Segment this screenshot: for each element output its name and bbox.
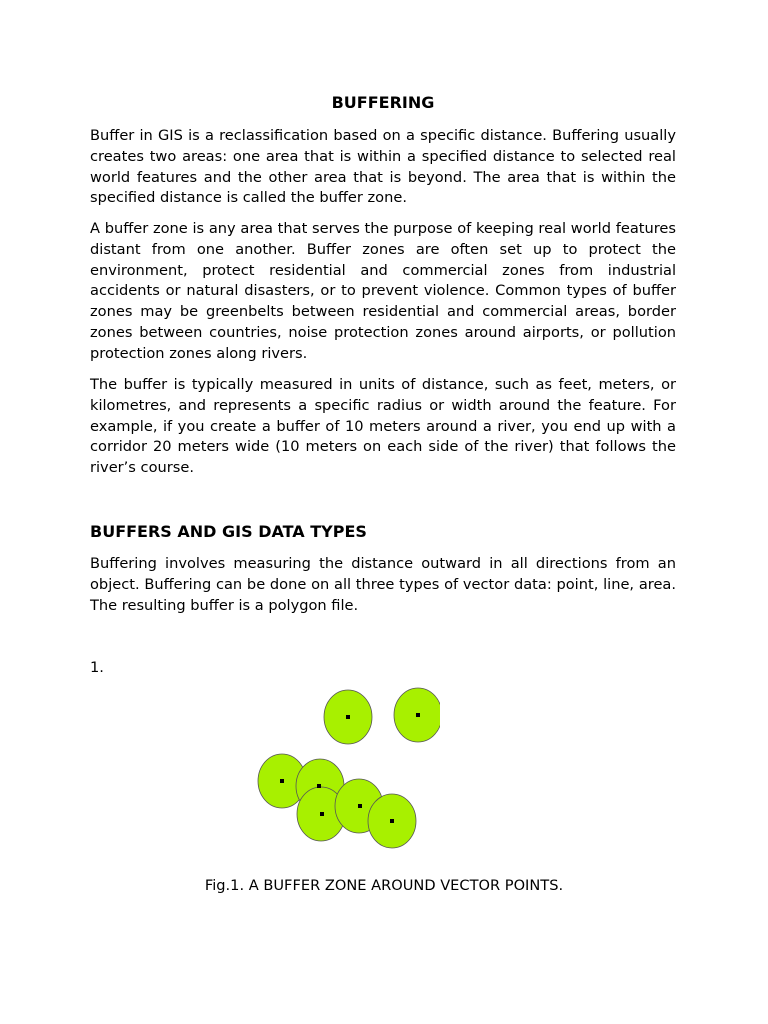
paragraph-data-types: Buffering involves measuring the distance outward in all directions from an object. Buffering can be done on all three types of vector data: point, line, area. The resulting buffer is a polygon file. [90,555,676,614]
document-title: BUFFERING [331,93,435,112]
point-buffer-figure [250,682,440,852]
paragraph-buffer-measurement: The buffer is typically measured in units of distance, such as feet, meters, or kilometres, and represents a specific radius or width around the feature. For example, if you create a buffer of 10 meters around a river, you end up with a corridor 20 meters wide (10 meters on each side of the river) that follows the river’s course. [90,376,676,477]
vector-point [317,784,321,788]
vector-point [358,804,362,808]
vector-point [346,715,350,719]
list-number: 1. [90,659,104,676]
figure-caption: Fig.1. A BUFFER ZONE AROUND VECTOR POINTS. [204,877,564,894]
vector-point [390,819,394,823]
vector-point [416,713,420,717]
paragraph-buffer-zone: A buffer zone is any area that serves the purpose of keeping real world features distant from one another. Buffer zones are often set up to protect the environment, protect residential and commercial zones from industrial accidents or natural disasters, or to prevent violence. Common types of buffer zones may be greenbelts between residential and commercial areas, border zones between countries, noise protection zones around airports, or pollution protection zones along rivers. [90,220,676,362]
vector-point [280,779,284,783]
paragraph-buffer-definition: Buffer in GIS is a reclassification based on a specific distance. Buffering usually creates two areas: one area that is within a specified distance to selected real world features and the other area that is beyond. The area that is within the specified distance is called the buffer zone. [90,127,676,207]
vector-point [320,812,324,816]
section-heading: BUFFERS AND GIS DATA TYPES [90,522,367,541]
buffer-zones [258,688,440,848]
